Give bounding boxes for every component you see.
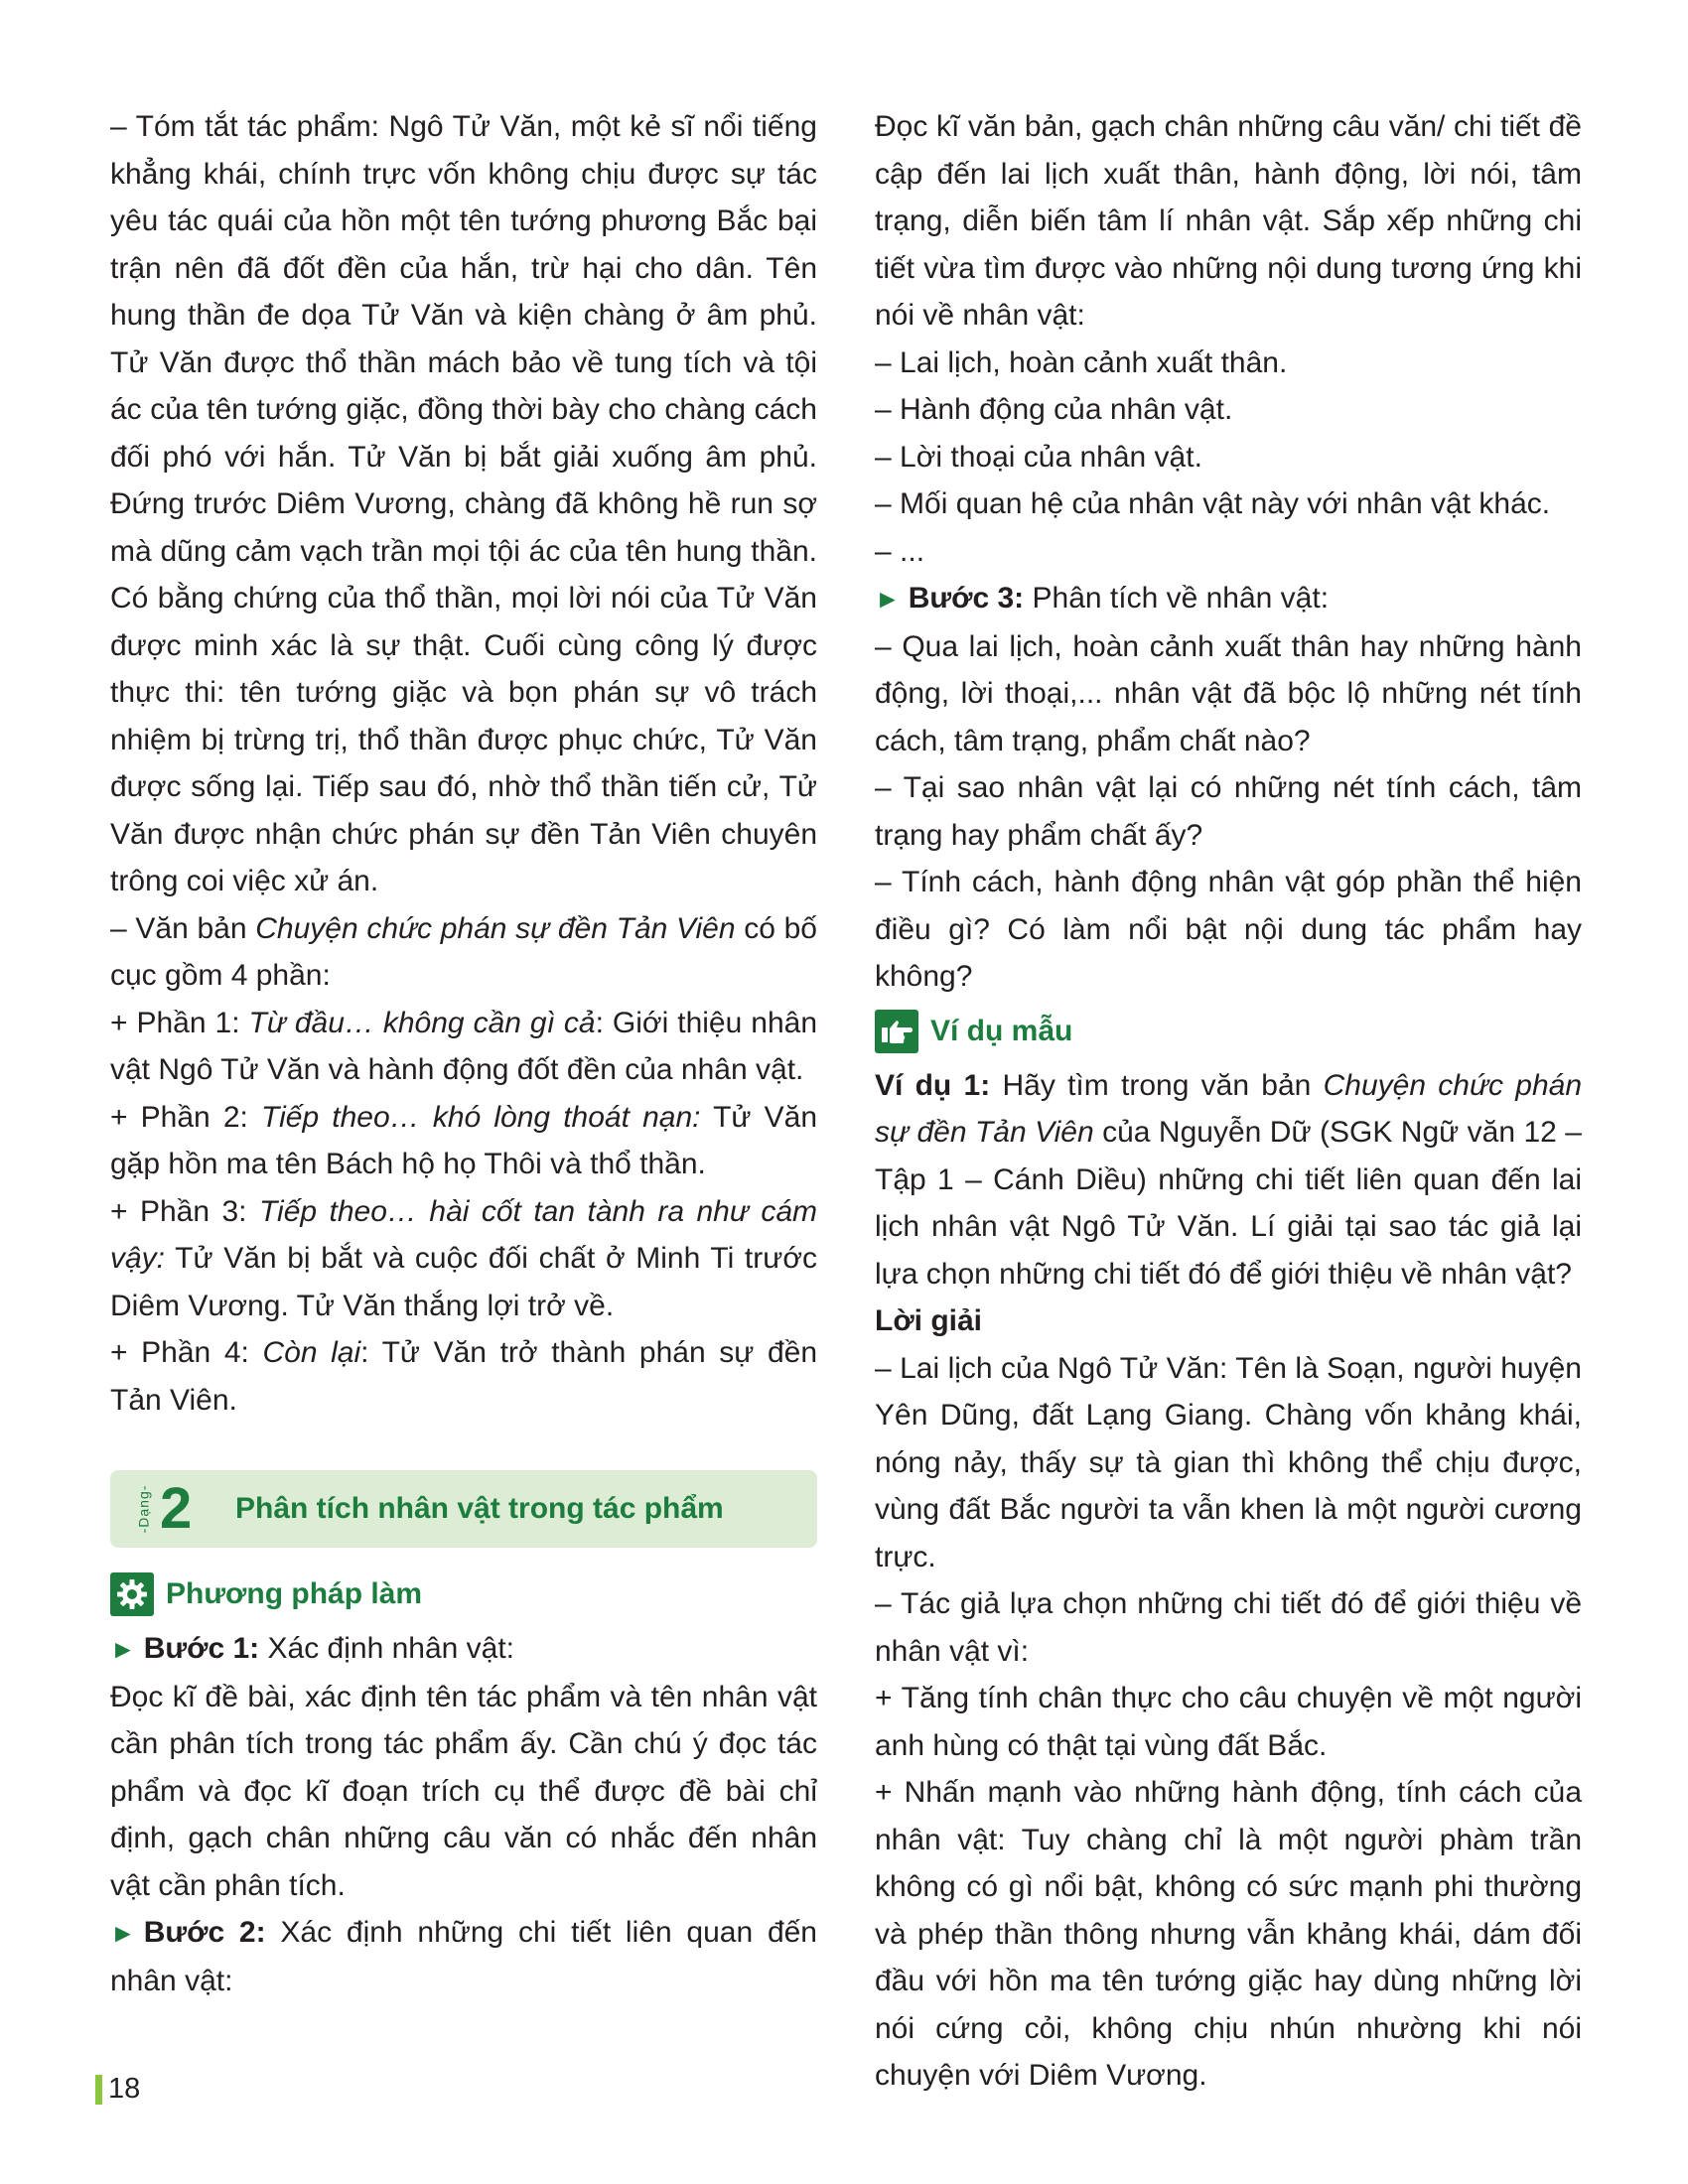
triangle-right-icon: ► <box>110 1918 136 1948</box>
list-item: – Qua lai lịch, hoàn cảnh xuất thân hay những hành động, lời thoại,... nhân vật đã bộc lộ những nét tính cách, tâm trạng, phẩm chất nào? <box>875 629 1582 757</box>
dang-label: -Dạng- <box>135 1484 152 1534</box>
list-item: – Lời thoại của nhân vật. <box>875 440 1202 474</box>
step-2: ► Bước 2: Xác định những chi tiết liên quan đến nhân vật: <box>110 1916 817 1997</box>
gear-icon <box>110 1572 154 1616</box>
left-column <box>110 103 817 2004</box>
example-1: Ví dụ 1: Hãy tìm trong văn bản Chuyện chức phán sự đền Tản Viên của Nguyễn Dữ (SGK Ngữ văn 12 – Tập 1 – Cánh Diều) những chi tiết liên quan đến lai lịch nhân vật Ngô Tử Văn. Lí giải tại sao tác giả lại lựa chọn những chi tiết đó để giới thiệu về nhân vật? <box>875 1068 1582 1291</box>
example-heading <box>875 1003 1582 1060</box>
step-2-body: Đọc kĩ văn bản, gạch chân những câu văn/ chi tiết đề cập đến lai lịch xuất thân, hành động, lời nói, tâm trạng, diễn biến tâm lí nhân vật. Sắp xếp những chi tiết vừa tìm được vào những nội dung tương ứng khi nói về nhân vật: <box>875 110 1582 332</box>
answer-label: Lời giải <box>875 1304 983 1337</box>
triangle-right-icon: ► <box>875 584 901 614</box>
page-footer <box>95 2073 140 2106</box>
method-title: Phương pháp làm <box>166 1577 423 1611</box>
step-3: ► Bước 3: Phân tích về nhân vật: <box>875 582 1330 614</box>
right-column <box>875 103 1582 2100</box>
part-2: + Phần 2: Tiếp theo… khó lòng thoát nạn: Tử Văn gặp hồn ma tên Bách hộ họ Thôi và thổ thần. <box>110 1100 818 1180</box>
step-1-body: Đọc kĩ đề bài, xác định tên tác phẩm và tên nhân vật cần phân tích trong tác phẩm ấy. Cần chú ý đọc tác phẩm và đọc kĩ đoạn trích cụ thể được đề bài chỉ định, gạch chân những câu văn có nhắc đến nhân vật cần phân tích. <box>110 1680 817 1902</box>
list-item: – Mối quan hệ của nhân vật này với nhân vật khác. <box>875 487 1551 520</box>
footer-bar <box>95 2075 102 2105</box>
list-item: – Tính cách, hành động nhân vật góp phần thể hiện điều gì? Có làm nổi bật nội dung tác phẩm hay không? <box>875 866 1582 993</box>
part-3: + Phần 3: Tiếp theo… hài cốt tan tành ra như cám vậy: Tử Văn bị bắt và cuộc đối chất ở Minh Ti trước Diêm Vương. Tử Văn thắng lợi trở về. <box>110 1194 818 1322</box>
structure-intro: – Văn bản Chuyện chức phán sự đền Tản Viên có bố cục gồm 4 phần: <box>110 911 817 992</box>
list-item: – Lai lịch của Ngô Tử Văn: Tên là Soạn, người huyện Yên Dũng, đất Lạng Giang. Chàng vốn khảng khái, nóng nảy, thấy sự tà gian thì không thể chịu được, vùng đất Bắc người ta vẫn khen là một người cương trực. <box>875 1351 1582 1573</box>
list-item: – Hành động của nhân vật. <box>875 393 1233 426</box>
list-item: – ... <box>875 534 925 568</box>
part-4: + Phần 4: Còn lại: Tử Văn trở thành phán sự đền Tản Viên. <box>110 1336 818 1417</box>
page-number: 18 <box>108 2073 141 2105</box>
list-item: – Tại sao nhân vật lại có những nét tính cách, tâm trạng hay phẩm chất ấy? <box>875 771 1582 852</box>
list-item: – Tác giả lựa chọn những chi tiết đó để giới thiệu về nhân vật vì: <box>875 1587 1582 1668</box>
part-1: + Phần 1: Từ đầu… không cần gì cả: Giới thiệu nhân vật Ngô Tử Văn và hành động đốt đền của nhân vật. <box>110 1006 817 1086</box>
work-title: Chuyện chức phán sự đền Tản Viên <box>255 911 736 945</box>
dang-heading-box <box>110 1470 817 1548</box>
step-1: ► Bước 1: Xác định nhân vật: <box>110 1632 515 1665</box>
dang-title: Phân tích nhân vật trong tác phẩm <box>235 1492 724 1526</box>
list-item: + Nhấn mạnh vào những hành động, tính cách của nhân vật: Tuy chàng chỉ là một người phàm trần không có gì nổi bật, không có sức mạnh phi thường và phép thần thông nhưng vẫn khảng khái, dám đối đầu với hồn ma tên tướng giặc hay dùng những lời nói cứng cỏi, không chịu nhún nhường khi nói chuyện với Diêm Vương. <box>875 1776 1582 2092</box>
pointing-hand-icon <box>875 1010 918 1053</box>
list-item: + Tăng tính chân thực cho câu chuyện về một người anh hùng có thật tại vùng đất Bắc. <box>875 1682 1582 1762</box>
list-item: – Lai lịch, hoàn cảnh xuất thân. <box>875 345 1288 379</box>
triangle-right-icon: ► <box>110 1634 136 1664</box>
dang-number: 2 <box>160 1476 193 1541</box>
method-heading <box>110 1566 817 1623</box>
summary-paragraph: – Tóm tắt tác phẩm: Ngô Tử Văn, một kẻ sĩ nổi tiếng khẳng khái, chính trực vốn không chịu được sự tác yêu tác quái của hồn một tên tướng phương Bắc bại trận nên đã đốt đền của hắn, trừ hại cho dân. Tên hung thần đe dọa Tử Văn và kiện chàng ở âm phủ. Tử Văn được thổ thần mách bảo về tung tích và tội ác của tên tướng giặc, đồng thời bày cho chàng cách đối phó với hắn. Tử Văn bị bắt giải xuống âm phủ. Đứng trước Diêm Vương, chàng đã không hề run sợ mà dũng cảm vạch trần mọi tội ác của tên hung thần. Có bằng chứng của thổ thần, mọi lời nói của Tử Văn được minh xác là sự thật. Cuối cùng công lý được thực thi: tên tướng giặc và bọn phán sự vô trách nhiệm bị trừng trị, thổ thần được phục chức, Tử Văn được sống lại. Tiếp sau đó, nhờ thổ thần tiến cử, Tử Văn được nhận chức phán sự đền Tản Viên chuyên trông coi việc xử án. <box>110 110 817 897</box>
example-title: Ví dụ mẫu <box>930 1014 1073 1047</box>
